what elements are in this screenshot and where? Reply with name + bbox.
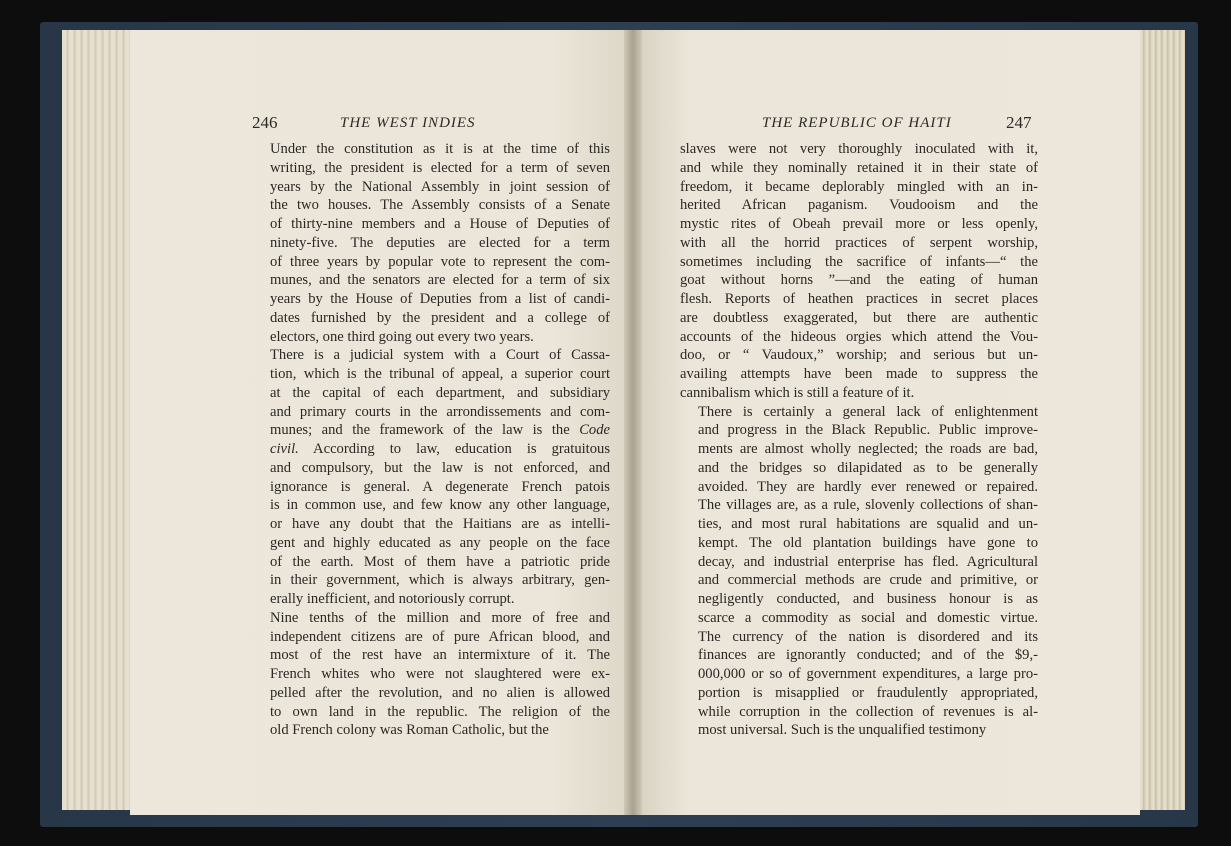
paragraph <box>252 346 610 609</box>
text-line: with all the horrid practices of serpent worship, <box>680 234 1038 251</box>
left-page-body <box>252 140 610 740</box>
text-line: accounts of the hideous orgies which attend the Vou- <box>680 328 1038 345</box>
text-line: the two houses. The Assembly consists of a Senate <box>270 197 610 214</box>
text-line: flesh. Reports of heathen practices in secret places <box>680 291 1038 307</box>
right-running-head: THE REPUBLIC OF HAITI <box>762 115 952 131</box>
text-line: ignorance is general. A degenerate French patois <box>270 478 610 495</box>
text-line: years by the National Assembly in joint session of <box>270 178 610 195</box>
text-line: goat without horns ”—and the eating of human <box>680 272 1038 289</box>
text-line: French whites who were not slaughtered were ex- <box>270 666 610 682</box>
text-line: portion is misapplied or fraudulently appropriated, <box>698 684 1038 701</box>
text-line: ties, and most rural habitations are squalid and un- <box>698 516 1038 532</box>
text-line: and commercial methods are crude and primitive, or <box>698 572 1038 589</box>
text-line: of three years by popular vote to represent the com- <box>270 253 610 270</box>
text-line: mystic rites of Obeah prevail more or less openly, <box>680 216 1038 232</box>
text-line: Nine tenths of the million and more of free and <box>270 609 610 626</box>
text-line: years by the House of Deputies from a list of candi- <box>270 291 610 307</box>
left-page-number: 246 <box>252 113 278 132</box>
text-line: of thirty-nine members and a House of Deputies of <box>270 216 610 232</box>
text-line: 000,000 or so of government expenditures, a large pro- <box>698 666 1038 682</box>
text-line: Under the constitution as it is at the time of this <box>270 141 610 157</box>
text-line: at the capital of each department, and subsidiary <box>270 384 610 401</box>
paragraph <box>680 403 1038 741</box>
text-line: civil. According to law, education is gratuitous <box>270 441 610 457</box>
text-line: writing, the president is elected for a term of seven <box>270 159 610 176</box>
text-line: herited African paganism. Voudooism and the <box>680 197 1038 214</box>
text-line: finances are ignorantly conducted; and of the $9,- <box>698 647 1038 664</box>
text-line: and compulsory, but the law is not enforced, and <box>270 459 610 476</box>
text-line: erally inefficient, and notoriously corrupt. <box>270 591 515 607</box>
paragraph <box>252 609 610 740</box>
text-line: independent citizens are of pure African blood, and <box>270 628 610 645</box>
text-line: scarce a commodity as social and domestic virtue. <box>698 609 1038 626</box>
text-line: munes; and the framework of the law is the Code <box>270 422 610 439</box>
text-line: The villages are, as a rule, slovenly collections of shan- <box>698 497 1038 514</box>
book-gutter <box>624 30 642 815</box>
text-line: dates furnished by the president and a college of <box>270 309 610 326</box>
right-running-header <box>680 113 1040 137</box>
text-line: and primary courts in the arrondissements and com- <box>270 403 610 420</box>
text-line: sometimes including the sacrifice of infants—“ the <box>680 253 1038 270</box>
text-line: tion, which is the tribunal of appeal, a superior court <box>270 366 610 382</box>
right-page-number: 247 <box>1006 113 1032 132</box>
text-line: and the bridges so dilapidated as to be generally <box>698 459 1038 476</box>
text-line: gent and highly educated as any people on the face <box>270 534 610 551</box>
text-line: cannibalism which is still a feature of it. <box>680 384 915 401</box>
text-line: while corruption in the collection of revenues is al- <box>698 703 1038 720</box>
text-line: availing attempts have been made to suppress the <box>680 366 1038 382</box>
text-line: to own land in the republic. The religion of the <box>270 703 610 720</box>
text-line: munes, and the senators are elected for a term of six <box>270 272 610 289</box>
paragraph <box>680 140 1038 403</box>
text-line: There is a judicial system with a Court of Cassa- <box>270 347 610 364</box>
left-running-header <box>252 113 612 137</box>
text-line: avoided. They are hardly ever renewed or repaired. <box>698 478 1038 495</box>
text-line: ments are almost wholly neglected; the roads are bad, <box>698 441 1038 457</box>
paragraph <box>252 140 610 346</box>
text-line: and progress in the Black Republic. Public improve- <box>698 422 1038 439</box>
text-line: ninety-five. The deputies are elected for a term <box>270 234 610 251</box>
right-page-body <box>680 140 1038 740</box>
left-running-head: THE WEST INDIES <box>340 115 476 131</box>
text-line: old French colony was Roman Catholic, but the <box>270 722 549 739</box>
text-line: or have any doubt that the Haitians are as intelli- <box>270 516 610 532</box>
text-line: of the earth. Most of them have a patriotic pride <box>270 553 610 570</box>
text-line: and while they nominally retained it in their state of <box>680 159 1038 176</box>
text-line: pelled after the revolution, and no alien is allowed <box>270 684 610 701</box>
text-line: The currency of the nation is disordered and its <box>698 628 1038 645</box>
text-line: doo, or “ Vaudoux,” worship; and serious but un- <box>680 347 1038 364</box>
text-line: There is certainly a general lack of enlightenment <box>698 403 1038 420</box>
text-line: most universal. Such is the unqualified testimony <box>698 722 987 739</box>
text-line: in their government, which is always arbitrary, gen- <box>270 572 610 589</box>
text-line: negligently conducted, and business honour is as <box>698 591 1038 607</box>
text-line: are doubtless exaggerated, but there are authentic <box>680 309 1038 326</box>
text-line: electors, one third going out every two years. <box>270 328 534 345</box>
text-line: freedom, it became deplorably mingled with an in- <box>680 178 1038 195</box>
text-line: is in common use, and few know any other language, <box>270 497 610 514</box>
text-line: kempt. The old plantation buildings have gone to <box>698 534 1038 551</box>
text-line: decay, and industrial enterprise has fled. Agricultural <box>698 553 1038 570</box>
text-line: slaves were not very thoroughly inoculated with it, <box>680 141 1038 157</box>
text-line: most of the rest have an intermixture of it. The <box>270 647 610 664</box>
